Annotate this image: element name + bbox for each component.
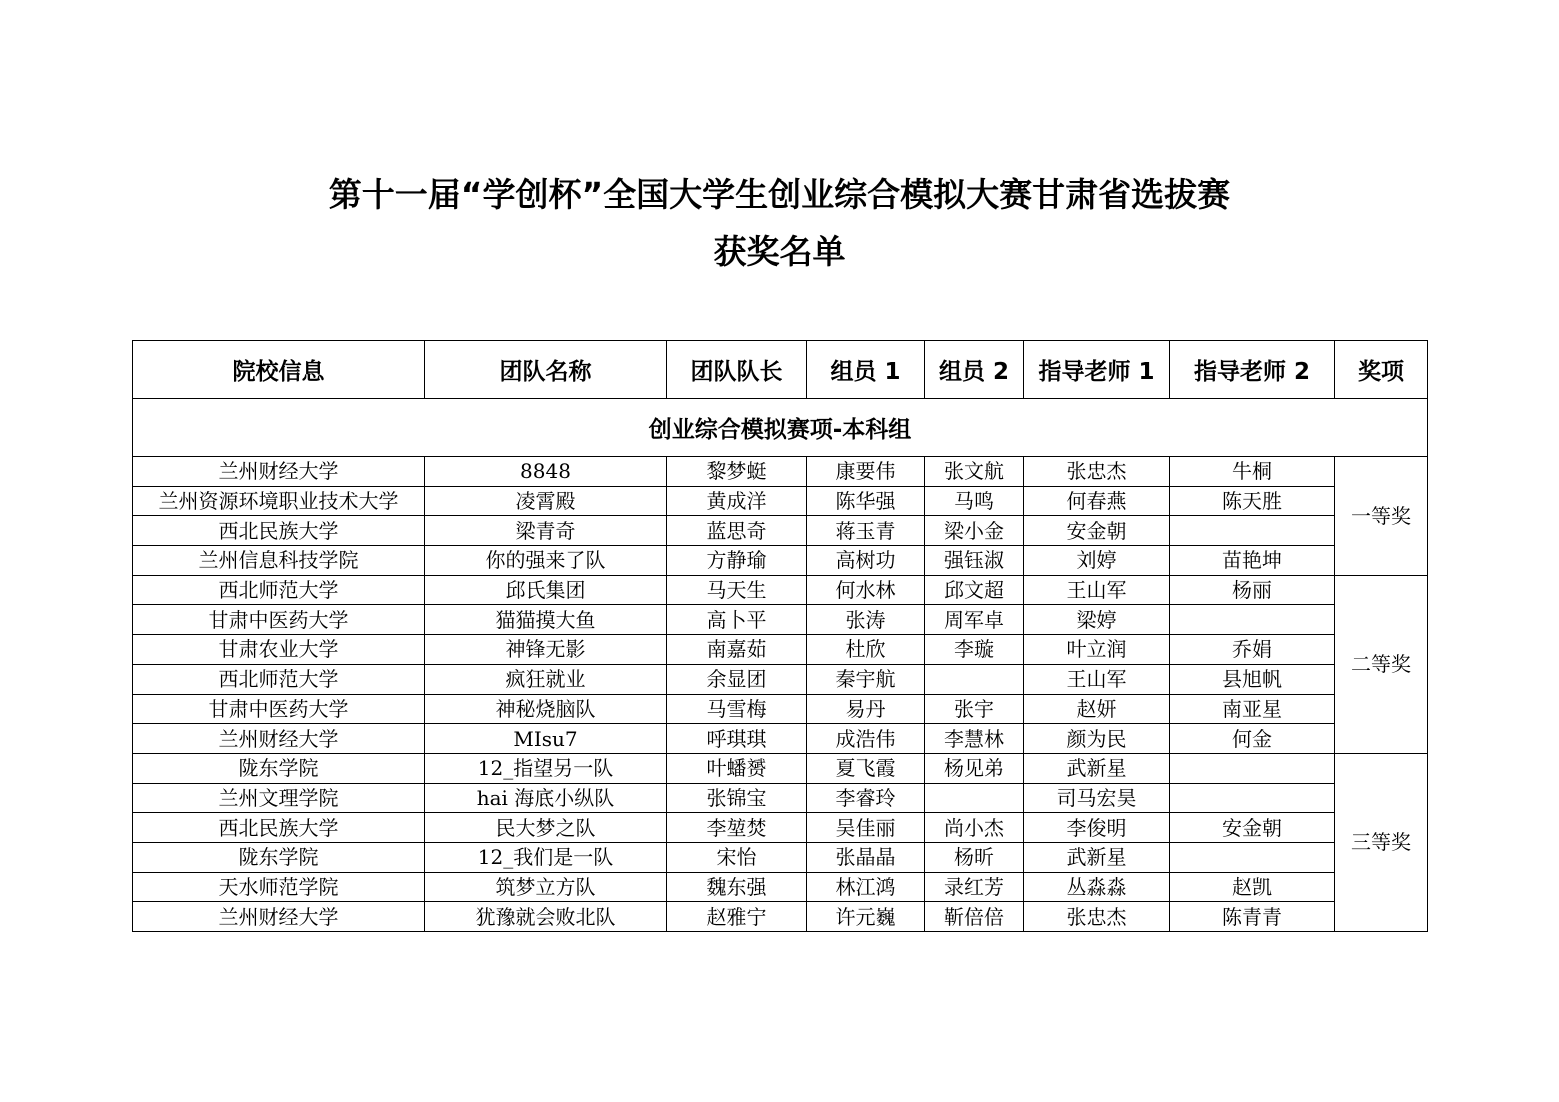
table-row xyxy=(133,457,1428,487)
cell-member-1: 吴佳丽 xyxy=(807,813,925,843)
cell-advisor-2: 牛桐 xyxy=(1170,457,1335,487)
cell-member-1: 张晶晶 xyxy=(807,842,925,872)
cell-advisor-2 xyxy=(1170,753,1335,783)
cell-advisor-1: 张忠杰 xyxy=(1024,902,1170,932)
cell-member-1: 李睿玲 xyxy=(807,783,925,813)
cell-member-2: 梁小金 xyxy=(925,516,1024,546)
cell-team-leader: 张锦宝 xyxy=(667,783,807,813)
cell-advisor-2 xyxy=(1170,605,1335,635)
table-row xyxy=(133,813,1428,843)
cell-team-leader: 马雪梅 xyxy=(667,694,807,724)
table-row xyxy=(133,902,1428,932)
cell-team-name: 猫猫摸大鱼 xyxy=(425,605,667,635)
header-member-1: 组员 1 xyxy=(807,341,925,399)
cell-team-leader: 马天生 xyxy=(667,575,807,605)
cell-team-leader: 余显团 xyxy=(667,664,807,694)
section-row xyxy=(133,399,1428,457)
cell-member-1: 易丹 xyxy=(807,694,925,724)
cell-school: 兰州财经大学 xyxy=(133,902,425,932)
cell-member-2: 张文航 xyxy=(925,457,1024,487)
cell-member-1: 夏飞霞 xyxy=(807,753,925,783)
cell-advisor-1: 何春燕 xyxy=(1024,486,1170,516)
cell-team-leader: 李堃焚 xyxy=(667,813,807,843)
cell-school: 兰州财经大学 xyxy=(133,724,425,754)
header-team-name: 团队名称 xyxy=(425,341,667,399)
cell-member-1: 陈华强 xyxy=(807,486,925,516)
cell-member-2: 张宇 xyxy=(925,694,1024,724)
cell-school: 西北民族大学 xyxy=(133,813,425,843)
table-row xyxy=(133,753,1428,783)
cell-team-name: 梁青奇 xyxy=(425,516,667,546)
cell-team-leader: 蓝思奇 xyxy=(667,516,807,546)
cell-team-name: 你的强来了队 xyxy=(425,546,667,576)
cell-advisor-2: 赵凯 xyxy=(1170,872,1335,902)
cell-school: 天水师范学院 xyxy=(133,872,425,902)
cell-advisor-2 xyxy=(1170,516,1335,546)
cell-school: 甘肃中医药大学 xyxy=(133,694,425,724)
cell-advisor-2: 安金朝 xyxy=(1170,813,1335,843)
cell-team-name: 神锋无影 xyxy=(425,635,667,665)
cell-school: 陇东学院 xyxy=(133,753,425,783)
cell-advisor-1: 司马宏昊 xyxy=(1024,783,1170,813)
cell-team-name: MIsu7 xyxy=(425,724,667,754)
cell-advisor-2: 何金 xyxy=(1170,724,1335,754)
cell-school: 兰州信息科技学院 xyxy=(133,546,425,576)
cell-advisor-1: 颜为民 xyxy=(1024,724,1170,754)
cell-team-leader: 黎梦蜓 xyxy=(667,457,807,487)
cell-team-name: 犹豫就会败北队 xyxy=(425,902,667,932)
cell-team-leader: 方静瑜 xyxy=(667,546,807,576)
table-header-row xyxy=(133,341,1428,399)
cell-member-2: 李璇 xyxy=(925,635,1024,665)
cell-member-1: 杜欣 xyxy=(807,635,925,665)
table-row xyxy=(133,783,1428,813)
cell-advisor-1: 安金朝 xyxy=(1024,516,1170,546)
cell-advisor-2: 陈天胜 xyxy=(1170,486,1335,516)
section-label: 创业综合模拟赛项-本科组 xyxy=(133,399,1428,457)
cell-team-leader: 呼琪琪 xyxy=(667,724,807,754)
cell-team-leader: 南嘉茹 xyxy=(667,635,807,665)
cell-member-1: 何水林 xyxy=(807,575,925,605)
table-row xyxy=(133,546,1428,576)
cell-advisor-1: 张忠杰 xyxy=(1024,457,1170,487)
cell-member-2: 李慧林 xyxy=(925,724,1024,754)
table-row xyxy=(133,486,1428,516)
cell-team-name: 凌霄殿 xyxy=(425,486,667,516)
cell-advisor-2: 南亚星 xyxy=(1170,694,1335,724)
cell-school: 兰州财经大学 xyxy=(133,457,425,487)
cell-school: 甘肃中医药大学 xyxy=(133,605,425,635)
cell-team-name: 筑梦立方队 xyxy=(425,872,667,902)
header-award: 奖项 xyxy=(1335,341,1428,399)
cell-member-2 xyxy=(925,664,1024,694)
cell-team-leader: 高卜平 xyxy=(667,605,807,635)
table-row xyxy=(133,516,1428,546)
header-advisor-2: 指导老师 2 xyxy=(1170,341,1335,399)
cell-member-1: 秦宇航 xyxy=(807,664,925,694)
cell-advisor-1: 王山军 xyxy=(1024,575,1170,605)
cell-member-2: 邱文超 xyxy=(925,575,1024,605)
cell-team-leader: 黄成洋 xyxy=(667,486,807,516)
table-row xyxy=(133,664,1428,694)
header-member-2: 组员 2 xyxy=(925,341,1024,399)
cell-advisor-1: 武新星 xyxy=(1024,842,1170,872)
cell-advisor-2 xyxy=(1170,842,1335,872)
header-advisor-1: 指导老师 1 xyxy=(1024,341,1170,399)
cell-member-1: 成浩伟 xyxy=(807,724,925,754)
cell-advisor-2: 县旭帆 xyxy=(1170,664,1335,694)
cell-member-2: 尚小杰 xyxy=(925,813,1024,843)
cell-member-2 xyxy=(925,783,1024,813)
cell-member-2: 靳倍倍 xyxy=(925,902,1024,932)
cell-team-name: hai 海底小纵队 xyxy=(425,783,667,813)
cell-member-1: 康要伟 xyxy=(807,457,925,487)
header-team-leader: 团队队长 xyxy=(667,341,807,399)
cell-advisor-1: 梁婷 xyxy=(1024,605,1170,635)
cell-advisor-1: 王山军 xyxy=(1024,664,1170,694)
award-cell: 二等奖 xyxy=(1335,575,1428,753)
cell-advisor-1: 叶立润 xyxy=(1024,635,1170,665)
table-row xyxy=(133,694,1428,724)
cell-school: 兰州文理学院 xyxy=(133,783,425,813)
cell-member-1: 许元巍 xyxy=(807,902,925,932)
cell-advisor-2 xyxy=(1170,783,1335,813)
cell-advisor-1: 刘婷 xyxy=(1024,546,1170,576)
cell-member-1: 高树功 xyxy=(807,546,925,576)
award-cell: 三等奖 xyxy=(1335,753,1428,931)
cell-team-leader: 魏东强 xyxy=(667,872,807,902)
cell-advisor-1: 李俊明 xyxy=(1024,813,1170,843)
page-subtitle: 获奖名单 xyxy=(713,232,846,271)
cell-team-name: 12_我们是一队 xyxy=(425,842,667,872)
cell-school: 兰州资源环境职业技术大学 xyxy=(133,486,425,516)
cell-team-name: 疯狂就业 xyxy=(425,664,667,694)
cell-school: 陇东学院 xyxy=(133,842,425,872)
table-row xyxy=(133,605,1428,635)
cell-advisor-2: 乔娟 xyxy=(1170,635,1335,665)
cell-advisor-1: 赵妍 xyxy=(1024,694,1170,724)
table-row xyxy=(133,842,1428,872)
cell-advisor-1: 武新星 xyxy=(1024,753,1170,783)
cell-school: 西北师范大学 xyxy=(133,575,425,605)
award-table xyxy=(132,340,1428,932)
cell-member-1: 蒋玉青 xyxy=(807,516,925,546)
cell-school: 西北师范大学 xyxy=(133,664,425,694)
cell-member-1: 林江鸿 xyxy=(807,872,925,902)
header-school: 院校信息 xyxy=(133,341,425,399)
table-row xyxy=(133,872,1428,902)
cell-team-name: 神秘烧脑队 xyxy=(425,694,667,724)
table-row xyxy=(133,575,1428,605)
cell-advisor-2: 陈青青 xyxy=(1170,902,1335,932)
cell-school: 甘肃农业大学 xyxy=(133,635,425,665)
cell-team-name: 邱氏集团 xyxy=(425,575,667,605)
cell-team-name: 12_指望另一队 xyxy=(425,753,667,783)
cell-member-2: 周军卓 xyxy=(925,605,1024,635)
award-cell: 一等奖 xyxy=(1335,457,1428,576)
cell-member-1: 张涛 xyxy=(807,605,925,635)
cell-team-leader: 叶蟠赟 xyxy=(667,753,807,783)
cell-team-name: 8848 xyxy=(425,457,667,487)
cell-advisor-2: 杨丽 xyxy=(1170,575,1335,605)
cell-school: 西北民族大学 xyxy=(133,516,425,546)
cell-member-2: 杨见弟 xyxy=(925,753,1024,783)
cell-team-leader: 赵雅宁 xyxy=(667,902,807,932)
cell-member-2: 马鸣 xyxy=(925,486,1024,516)
cell-member-2: 杨昕 xyxy=(925,842,1024,872)
cell-member-2: 录红芳 xyxy=(925,872,1024,902)
cell-team-leader: 宋怡 xyxy=(667,842,807,872)
table-row xyxy=(133,635,1428,665)
table-row xyxy=(133,724,1428,754)
cell-advisor-2: 苗艳坤 xyxy=(1170,546,1335,576)
cell-advisor-1: 丛淼淼 xyxy=(1024,872,1170,902)
page-title: 第十一届“学创杯”全国大学生创业综合模拟大赛甘肃省选拔赛 xyxy=(328,175,1231,214)
cell-member-2: 强钰淑 xyxy=(925,546,1024,576)
cell-team-name: 民大梦之队 xyxy=(425,813,667,843)
